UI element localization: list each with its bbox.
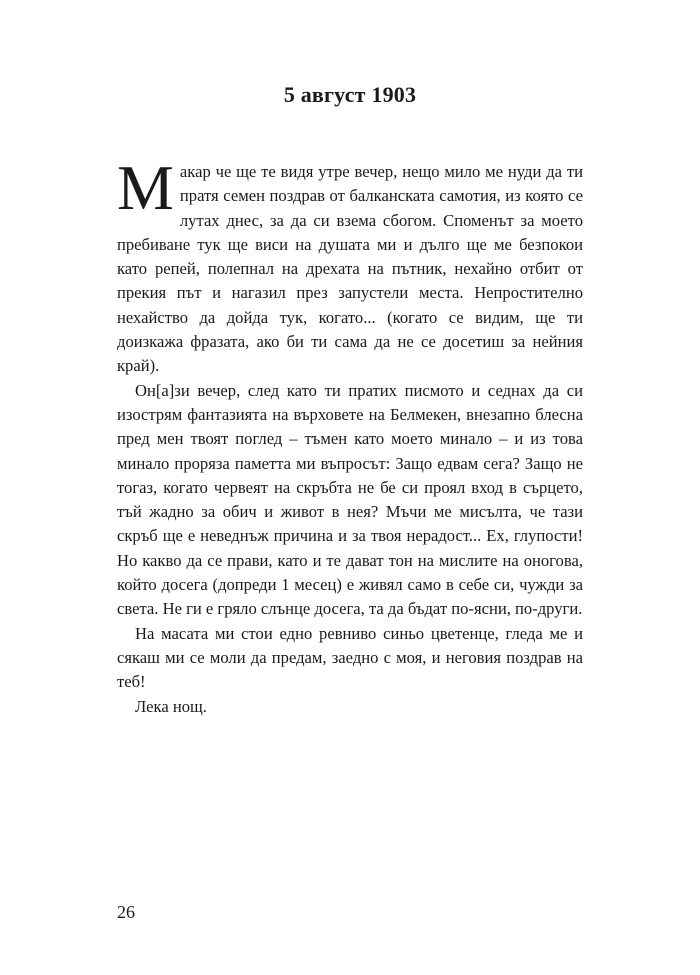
drop-cap: М xyxy=(117,152,174,223)
paragraph-2: Он[а]зи вечер, след като ти пратих писмото и седнах да си изострям фантазията на върховете на Белмекен, внезапно блесна пред мен твоят поглед – тъмен като моето минало – и из това минало прорязa паметта ми въпросът: Защо едвам сега? Защо не тогаз, когато червеят на скръбта не бе си проял вход в сърцето, тъй жадно за обич и живот в нея? Мъчи ме мисълта, че тази скръб ще е неведнъж причина и за твоя нерадост... Ех, глупости! Но какво да се прави, като и те дават тон на мислите на оногова, който досега (допреди 1 месец) е живял само в себе си, чужди за света. Не ги е гряло слънце досега, та да бъдат по-ясни, по-други. xyxy=(117,380,583,619)
paragraph-1 xyxy=(117,152,583,379)
letter-body xyxy=(117,152,583,719)
paragraph-4: Лека нощ. xyxy=(135,696,207,716)
paragraph-3: На масата ми стои едно ревниво синьо цветенце, гледа ме и сякаш ми се моли да предам, заедно с моя, и неговия поздрав на теб! xyxy=(117,623,583,692)
letter-date-heading: 5 август 1903 xyxy=(283,82,417,107)
page-number: 26 xyxy=(117,902,135,922)
paragraph-1-text: акар че ще те видя утре вечер, нещо мило ме нуди да ти пратя семен поздрав от балканската самотия, из която се лутах днес, за да си взема сбогом. Споменът за моето пребиване тук ще виси на душата ми и дълго ще ме безпокои като репей, полепнал на дрехата на пътник, нехайно отбит от прекия път и нагазил през запустели места. Непростително нехайство да дойда тук, когато... (когато се видим, ще ти доизкажа фразата, ако би ти сама да не се досетиш за нейния край). xyxy=(117,162,583,376)
